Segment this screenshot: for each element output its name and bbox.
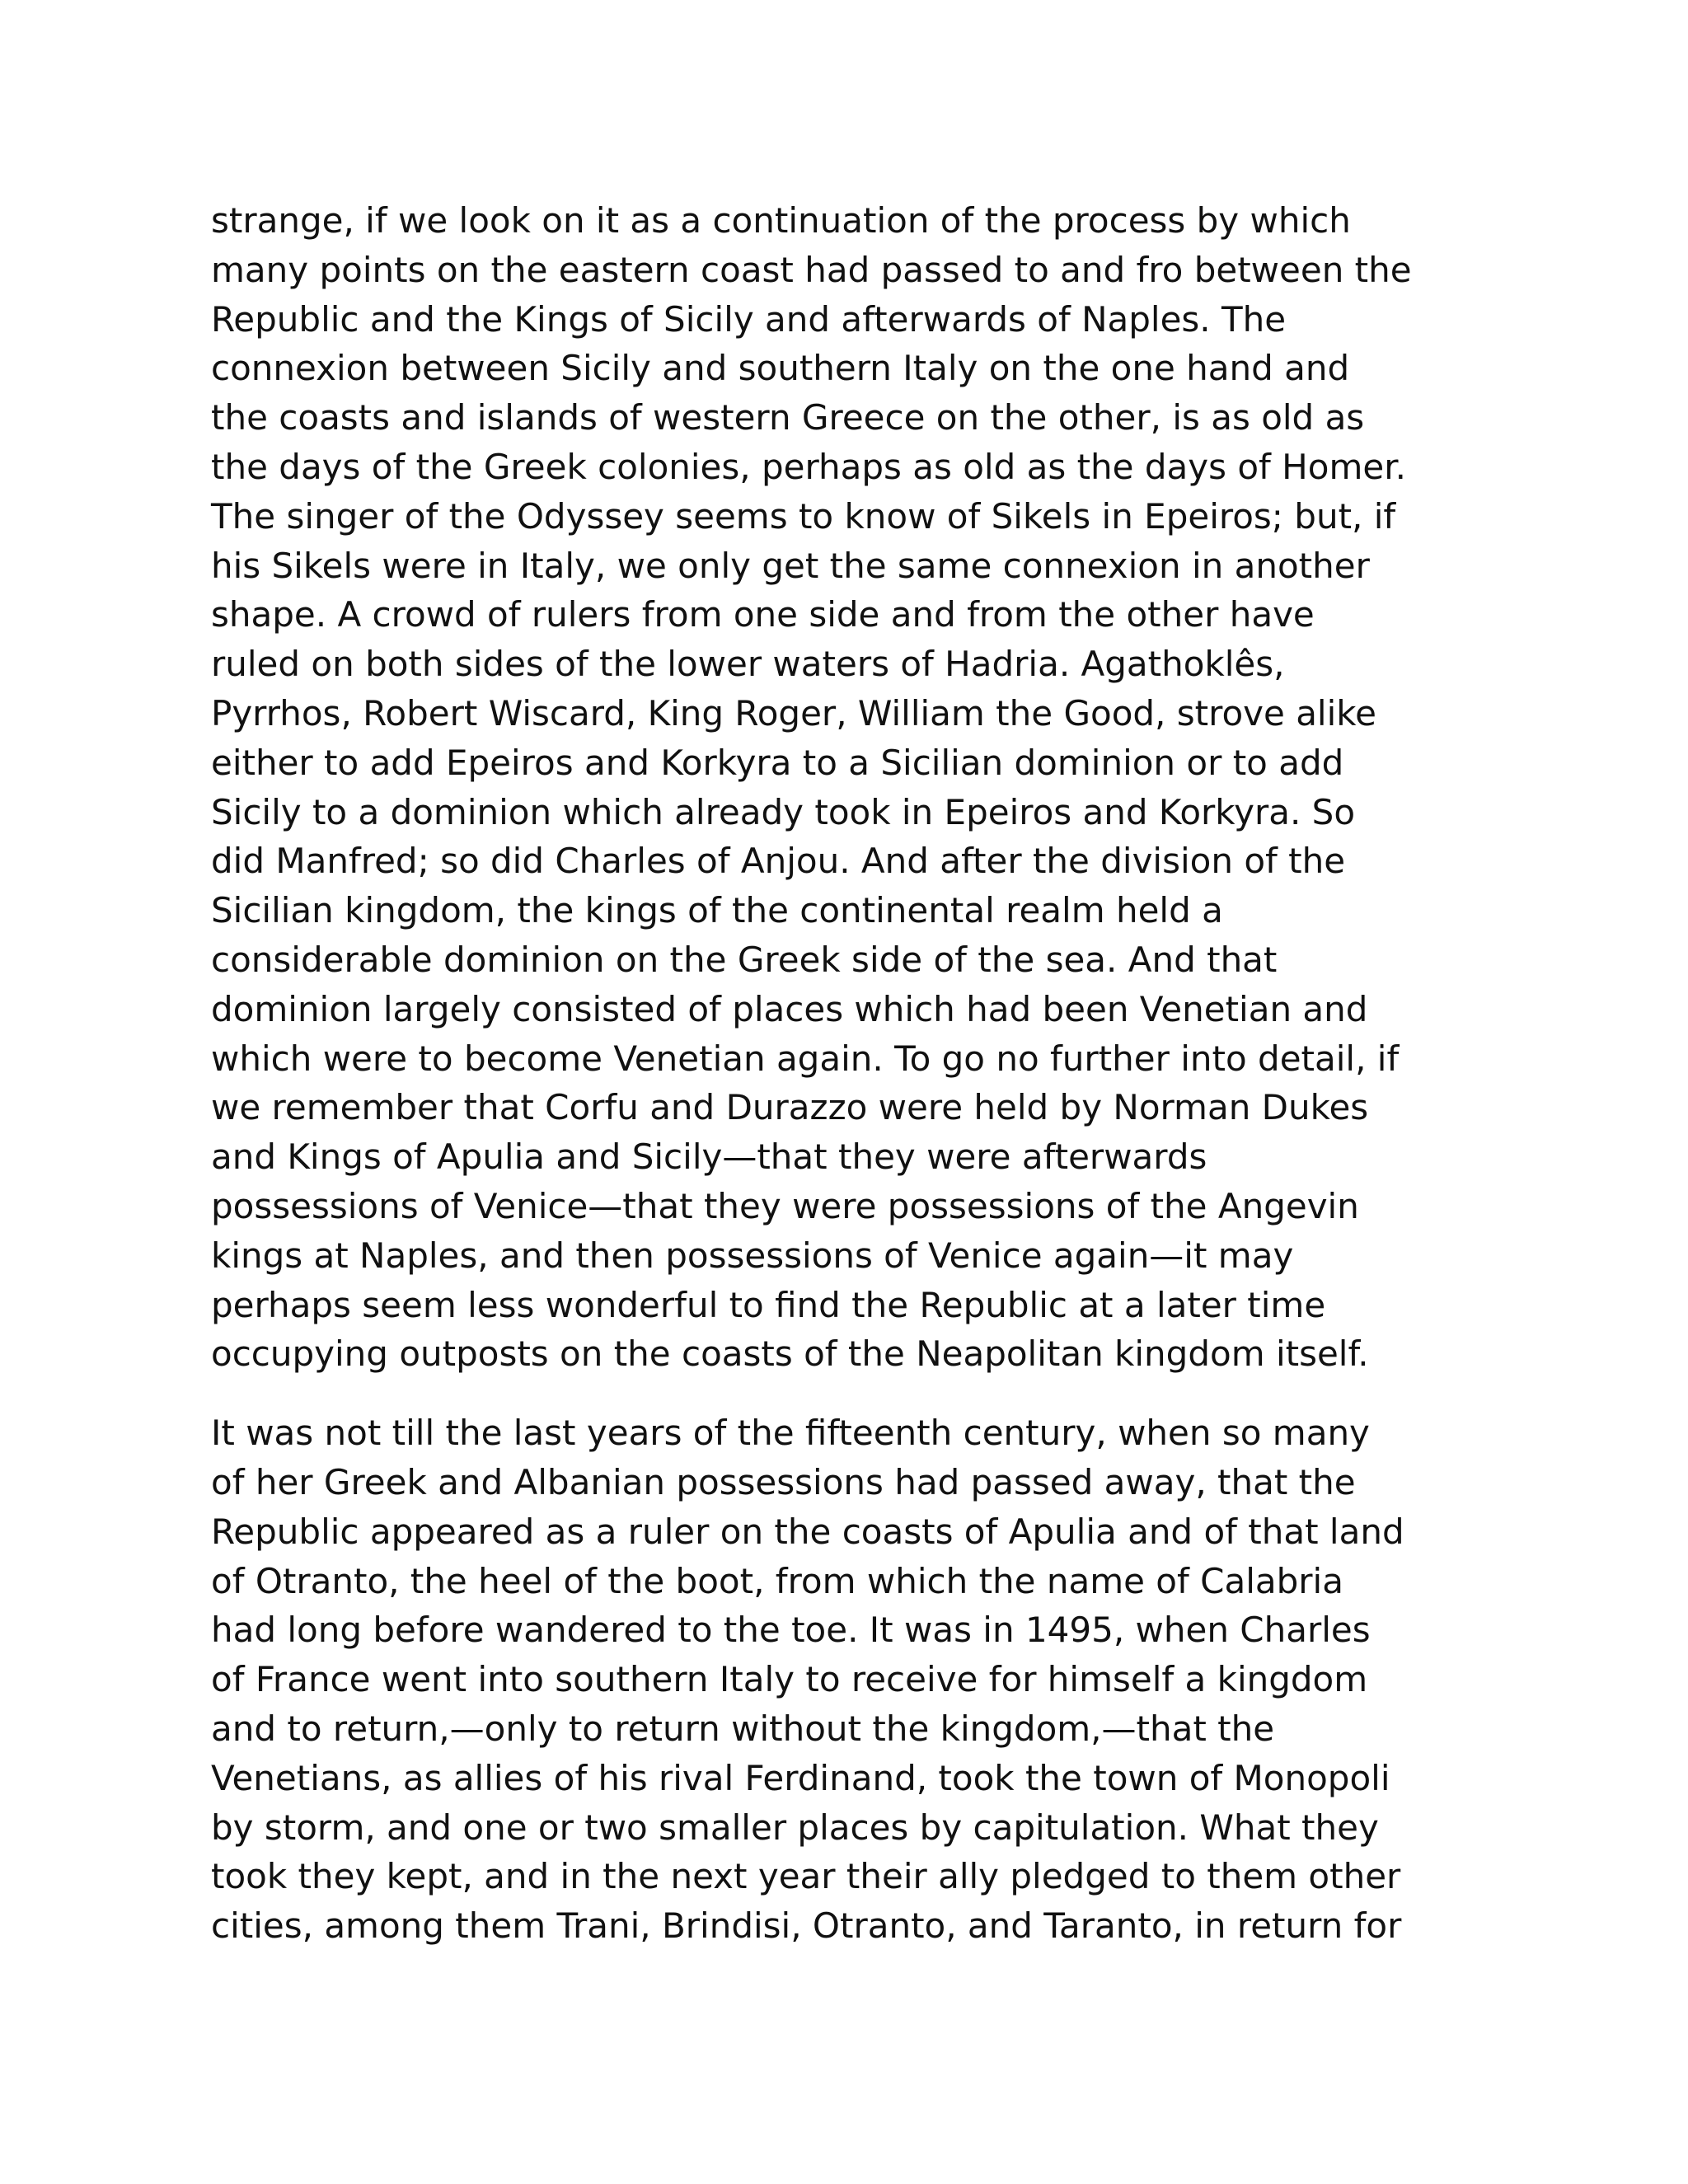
text-line: the days of the Greek colonies, perhaps as old as the days of Homer. [211, 446, 1406, 487]
text-line: and Kings of Apulia and Sicily—that they were afterwards [211, 1137, 1207, 1178]
paragraph-1 [211, 196, 1497, 1379]
text-line: either to add Epeiros and Korkyra to a Sicilian dominion or to add [211, 742, 1344, 783]
text-line: many points on the eastern coast had passed to and fro between the [211, 249, 1412, 290]
text-line: which were to become Venetian again. To go no further into detail, if [211, 1038, 1400, 1079]
text-line: of her Greek and Albanian possessions had passed away, that the [211, 1461, 1356, 1502]
text-line: had long before wandered to the toe. It was in 1495, when Charles [211, 1610, 1371, 1651]
text-line: ruled on both sides of the lower waters of Hadria. Agathoklês, [211, 644, 1285, 685]
text-line: Sicilian kingdom, the kings of the continental realm held a [211, 890, 1223, 931]
text-line: Venetians, as allies of his rival Ferdinand, took the town of Monopoli [211, 1757, 1390, 1798]
text-line: Republic appeared as a ruler on the coasts of Apulia and of that land [211, 1511, 1404, 1552]
paragraph-2 [211, 1408, 1497, 1951]
page-body [211, 196, 1497, 1951]
text-line: Republic and the Kings of Sicily and afterwards of Naples. The [211, 298, 1287, 340]
text-line: took they kept, and in the next year their ally pledged to them other [211, 1856, 1401, 1897]
text-line: possessions of Venice—that they were possessions of the Angevin [211, 1185, 1359, 1226]
text-line: dominion largely consisted of places which had been Venetian and [211, 988, 1368, 1029]
text-line: The singer of the Odyssey seems to know of Sikels in Epeiros; but, if [211, 495, 1396, 537]
text-line: perhaps seem less wonderful to find the Republic at a later time [211, 1284, 1326, 1325]
text-line: It was not till the last years of the fifteenth century, when so many [211, 1413, 1370, 1454]
text-line: cities, among them Trani, Brindisi, Otranto, and Taranto, in return for [211, 1905, 1402, 1947]
text-line: strange, if we look on it as a continuation of the process by which [211, 200, 1351, 241]
text-line: connexion between Sicily and southern Italy on the one hand and [211, 348, 1350, 389]
text-line: his Sikels were in Italy, we only get the same connexion in another [211, 545, 1370, 586]
text-line: kings at Naples, and then possessions of Venice again—it may [211, 1235, 1294, 1276]
text-line: of Otranto, the heel of the boot, from which the name of Calabria [211, 1560, 1343, 1601]
text-line: the coasts and islands of western Greece on the other, is as old as [211, 397, 1365, 438]
text-line: of France went into southern Italy to receive for himself a kingdom [211, 1659, 1368, 1700]
text-line: by storm, and one or two smaller places by capitulation. What they [211, 1807, 1379, 1848]
text-line: considerable dominion on the Greek side of the sea. And that [211, 939, 1278, 980]
text-line: Pyrrhos, Robert Wiscard, King Roger, William the Good, strove alike [211, 692, 1376, 733]
text-line: Sicily to a dominion which already took in Epeiros and Korkyra. So [211, 791, 1356, 832]
text-line: shape. A crowd of rulers from one side and from the other have [211, 594, 1315, 635]
text-line: occupying outposts on the coasts of the Neapolitan kingdom itself. [211, 1333, 1369, 1375]
text-line: we remember that Corfu and Durazzo were held by Norman Dukes [211, 1087, 1369, 1128]
text-line: did Manfred; so did Charles of Anjou. And after the division of the [211, 841, 1346, 882]
text-line: and to return,—only to return without the kingdom,—that the [211, 1708, 1275, 1749]
